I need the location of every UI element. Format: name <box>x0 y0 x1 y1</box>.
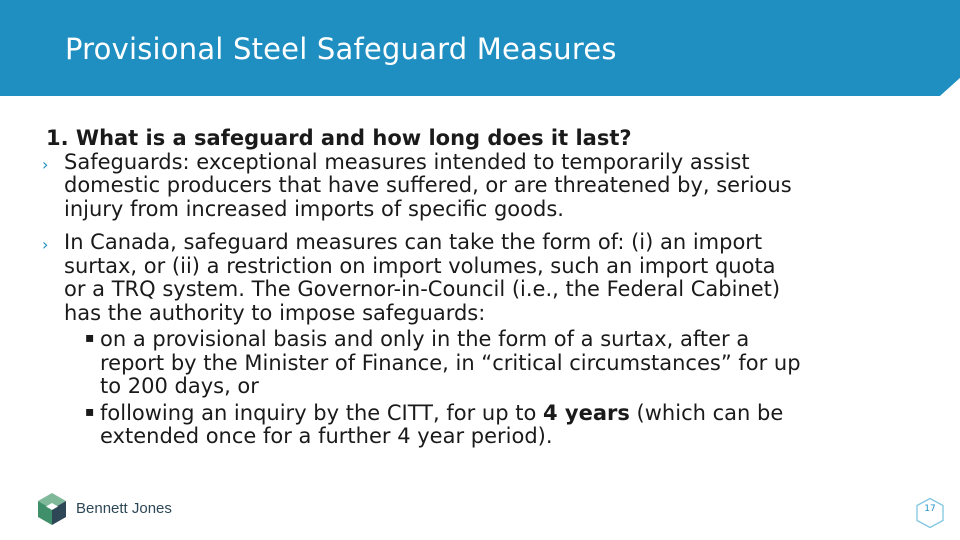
title-bar <box>0 0 960 96</box>
slide-body <box>42 126 916 449</box>
bullet-line: Safeguards: exceptional measures intended to temporarily assist <box>64 149 750 174</box>
bullet-line: has the authority to impose safeguards: <box>64 300 486 325</box>
sub-bullet-line: on a provisional basis and only in the form of a surtax, after a <box>100 327 750 351</box>
bullet-chevron-icon: › <box>42 154 49 174</box>
section-heading: 1. What is a safeguard and how long does it last? <box>46 126 632 150</box>
bullet-chevron-icon: › <box>42 235 49 254</box>
sub-bullet-line: extended once for a further 4 year period). <box>100 424 553 448</box>
hexagon-cube-icon <box>34 491 70 527</box>
page-number: 17 <box>924 504 936 514</box>
emphasis-duration: 4 years <box>542 400 630 425</box>
sub-bullet-provisional <box>64 328 916 399</box>
sub-bullet-text: following an inquiry by the CITT, for up to <box>100 400 543 425</box>
sub-bullet-text: (which can be <box>629 400 784 425</box>
logo-wordmark: Bennett Jones <box>76 500 172 517</box>
sub-bullet-line <box>100 402 916 426</box>
bullet-line: injury from increased imports of specific goods. <box>64 196 564 221</box>
bullet-line: surtax, or (ii) a restriction on import volumes, such an import quota <box>64 253 776 278</box>
sub-bullet-line: to 200 days, or <box>100 374 259 398</box>
sub-bullet-square-icon: ▪ <box>85 403 95 420</box>
sub-bullet-citt-inquiry <box>64 402 916 449</box>
sub-bullet-line: report by the Minister of Finance, in “critical circumstances” for up <box>100 350 801 375</box>
bullet-safeguards <box>42 149 916 222</box>
bullet-line: or a TRQ system. The Governor-in-Council (i.e., the Federal Cabinet) <box>64 277 781 301</box>
sub-bullet-square-icon: ▪ <box>85 330 95 346</box>
bullet-line: domestic producers that have suffered, or are threatened by, serious <box>64 173 792 197</box>
slide-title: Provisional Steel Safeguard Measures <box>65 32 617 66</box>
bullet-line: In Canada, safeguard measures can take the form of: (i) an import <box>64 230 763 254</box>
bullet-canada-measures <box>42 230 916 449</box>
